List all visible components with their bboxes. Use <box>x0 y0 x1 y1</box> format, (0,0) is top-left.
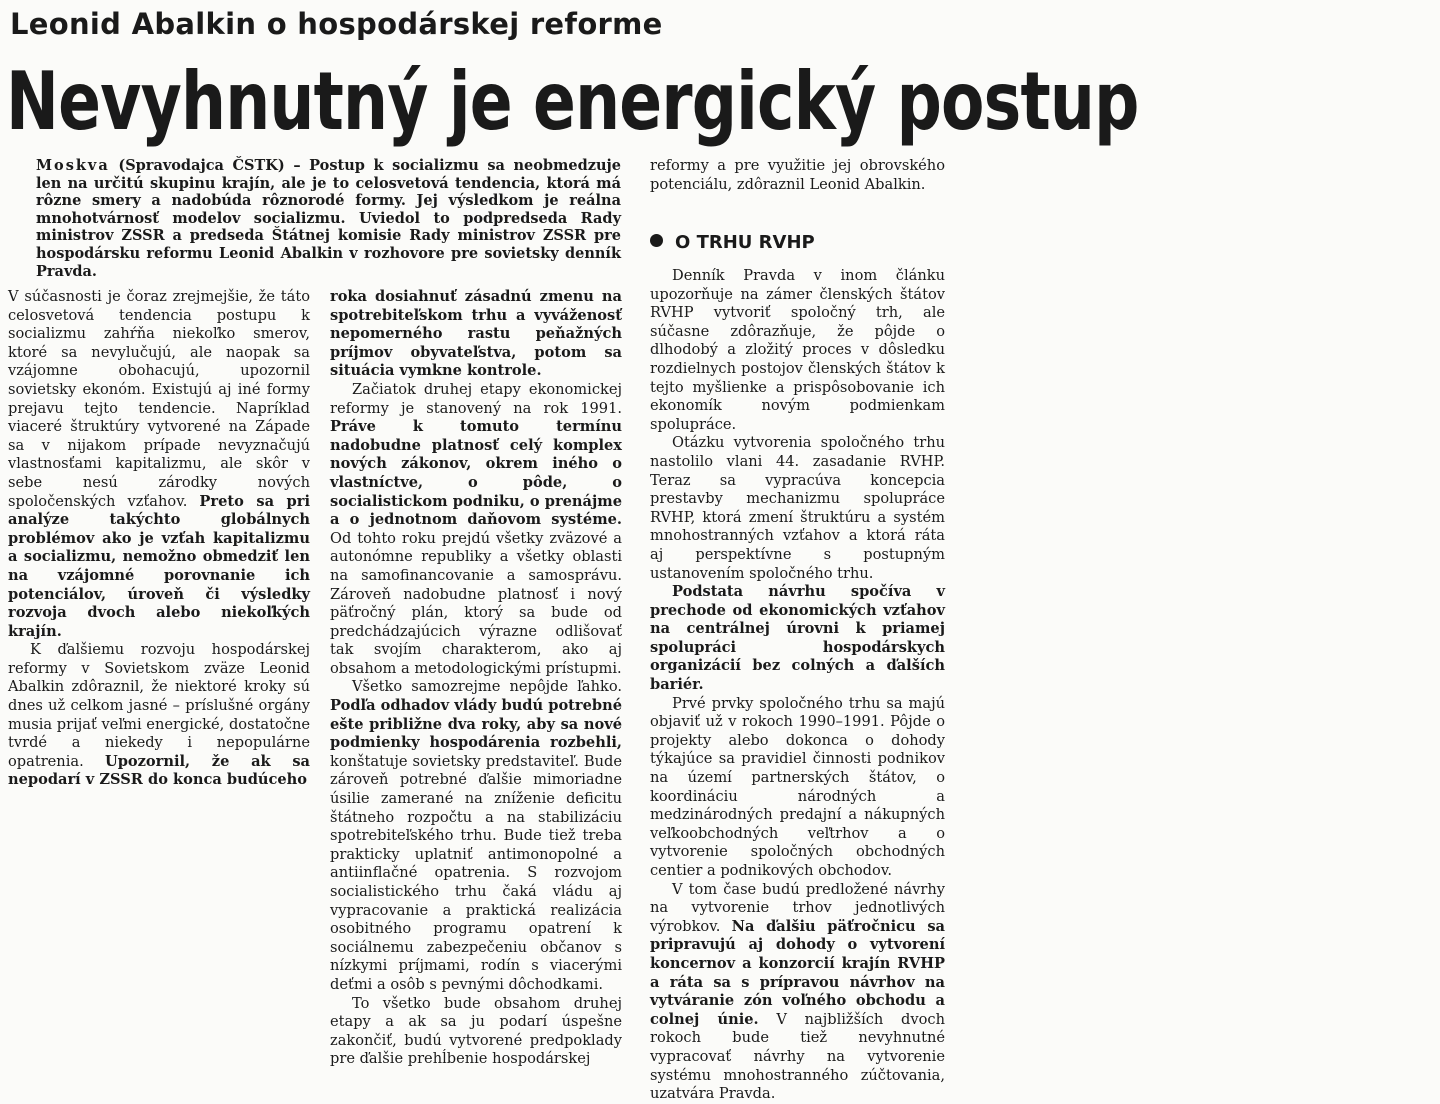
subheading <box>650 230 945 256</box>
bold-run: roka dosiahnuť zásadnú zmenu na spotrebiteľskom trhu a vyváženosť nepomerného rastu peňažných príjmov obyvateľstva, potom sa situácia vymkne kontrole. <box>330 288 622 380</box>
paragraph: reformy a pre využitie jej obrovského potenciálu, zdôraznil Leonid Abalkin. <box>650 157 945 193</box>
bold-run: Podľa odhadov vlády budú potrebné ešte približne dva roky, aby sa nové podmienky hospodárenia rozbehli, <box>330 697 622 752</box>
text-run: K ďalšiemu rozvoju hospodárskej reformy v Sovietskom zväze Leonid Abalkin zdôraznil, že niektoré kroky sú dnes už celkom jasné – príslušné orgány musia prijať veľmi energické, dostatočne tvrdé a niekedy i nepopulárne opatrenia. <box>8 641 310 770</box>
text-run: konštatuje sovietsky predstaviteľ. Bude zároveň potrebné ďalšie mimoriadne úsilie zamerané na zníženie deficitu štátneho rozpočtu a na stabilizáciu spotrebiteľského trhu. Bude tiež treba prakticky uplatniť antimonopolné a antiinflačné opatrenia. S rozvojom socialistického trhu čaká vládu aj vypracovanie a praktická realizácia osobitného programu opatrení k sociálnemu zabezpečeniu občanov s nízkymi príjmami, rodín s viacerými deťmi a osôb s pevnými dôchodkami. <box>330 752 622 993</box>
paragraph: Prvé prvky spoločného trhu sa majú objaviť už v rokoch 1990–1991. Pôjde o projekty alebo dokonca o dohody týkajúce sa pravidiel činnosti podnikov na území partnerských štátov, o koordináciu národných a medzinárodných predajní a nákupných veľkoobchodných veľtrhov a o vytvorenie spoločných obchodných centier a podnikových obchodov. <box>650 694 945 879</box>
text-run: V súčasnosti je čoraz zrejmejšie, že táto celosvetová tendencia postupu k socializmu zahŕňa niekoľko smerov, ktoré sa nevylučujú, ale naopak sa vzájomne obohacujú, upozornil sovietsky ekonóm. Existujú aj iné formy prejavu tejto tendencie. Napríklad viaceré štruktúry vytvorené na Západe sa v nijakom prípade nevyznačujú vlastnosťami kapitalizmu, ale skôr v sebe nesú zárodky nových spoločenských vzťahov. <box>8 288 310 510</box>
bold-run: Podstata návrhu spočíva v prechode od ekonomických vzťahov na centrálnej úrovni k priamej spolupráci hospodárskych organizácií bez colných a ďalších bariér. <box>650 583 945 694</box>
column-1 <box>8 288 310 790</box>
article-kicker: Leonid Abalkin o hospodárskej reforme <box>10 7 663 41</box>
article-headline <box>6 52 1139 152</box>
paragraph <box>650 583 945 695</box>
text-run: Všetko samozrejme nepôjde ľahko. <box>352 678 622 696</box>
bullet-icon <box>650 234 663 247</box>
bold-run: Na ďalšiu päťročnicu sa pripravujú aj dohody o vytvorení koncernov a konzorcií krajín RVHP a ráta sa s prípravou návrhov na vytváranie zón voľného obchodu a colnej únie. <box>650 917 946 1028</box>
paragraph <box>330 288 622 381</box>
text-run: To všetko bude obsahom druhej etapy a ak sa ju podarí úspešne zakončiť, budú vytvorené predpoklady pre ďalšie prehĺbenie hospodárskej <box>330 994 622 1068</box>
paragraph <box>8 288 310 641</box>
paragraph <box>330 381 622 679</box>
column-3-top <box>650 157 945 194</box>
text-run: V najbližších dvoch rokoch bude tiež nevyhnutné vypracovať návrhy na vytvorenie systému mnohostranného zúčtovania, uzatvára Pravda. <box>650 1010 945 1103</box>
article-lead <box>36 157 621 280</box>
text-run: Začiatok druhej etapy ekonomickej reformy je stanovený na rok 1991. <box>330 380 622 417</box>
subheading-text: O TRHU RVHP <box>675 232 815 253</box>
paragraph <box>8 641 310 790</box>
lead-place: Moskva <box>36 157 110 174</box>
column-3 <box>650 267 945 1104</box>
text-run: Od tohto roku prejdú všetky zväzové a autonómne republiky a všetky oblasti na samofinancovanie a samosprávu. Zároveň nadobudne platnosť i nový päťročný plán, ktorý sa bude od predchádzajúcich výrazne odlišovať tak svojím charakterom, ako aj obsahom a metodologickými prístupmi. <box>330 529 622 677</box>
bold-run: Preto sa pri analýze takýchto globálnych problémov ako je vzťah kapitalizmu a socializmu, nemožno obmedziť len na vzájomné porovnanie ich potenciálov, úroveň či výsledky rozvoja dvoch alebo niekoľkých krajín. <box>8 492 310 640</box>
paragraph: Denník Pravda v inom článku upozorňuje na zámer členských štátov RVHP vytvoriť spoločný trh, ale súčasne zdôrazňuje, že pôjde o dlhodobý a zložitý proces v dôsledku rozdielnych postojov členských štátov k tejto myšlienke a prispôsobovanie ich ekonomík novým podmienkam spolupráce. <box>650 267 945 433</box>
paragraph <box>330 995 622 1069</box>
paragraph: Otázku vytvorenia spoločného trhu nastolilo vlani 44. zasadanie RVHP. Teraz sa vypracúva koncepcia prestavby mechanizmu spolupráce RVHP, ktorá zmení štruktúru a systém mnohostranných vzťahov a ktorá ráta aj perspektívne s postupným ustanovením spoločného trhu. <box>650 434 945 582</box>
lead-text: (Spravodajca ČSTK) – Postup k socializmu sa neobmedzuje len na určitú skupinu krajín, ale je to celosvetová tendencia, ktorá má rôzne smery a nadobúda rôznorodé formy. Jej výsledkom je reálna mnohotvárnosť modelov socializmu. Uviedol to podpredseda Rady ministrov ZSSR a predseda Štátnej komisie Rady ministrov ZSSR pre hospodársku reformu Leonid Abalkin v rozhovore pre sovietsky denník Pravda. <box>36 157 621 280</box>
bold-run: Práve k tomuto termínu nadobudne platnosť celý komplex nových zákonov, okrem iného o vlastníctve, o pôde, o socialistickom podniku, o prenájme a o jednotnom daňovom systéme. <box>330 418 622 529</box>
headline-text: Nevyhnutný je energický postup <box>6 55 1139 148</box>
paragraph <box>650 881 945 1104</box>
text-run: V tom čase budú predložené návrhy na vytvorenie trhov jednotlivých výrobkov. <box>650 880 945 935</box>
paragraph <box>330 678 622 994</box>
column-2 <box>330 288 622 1069</box>
bold-run: Upozornil, že ak sa nepodarí v ZSSR do konca budúceho <box>8 752 310 789</box>
